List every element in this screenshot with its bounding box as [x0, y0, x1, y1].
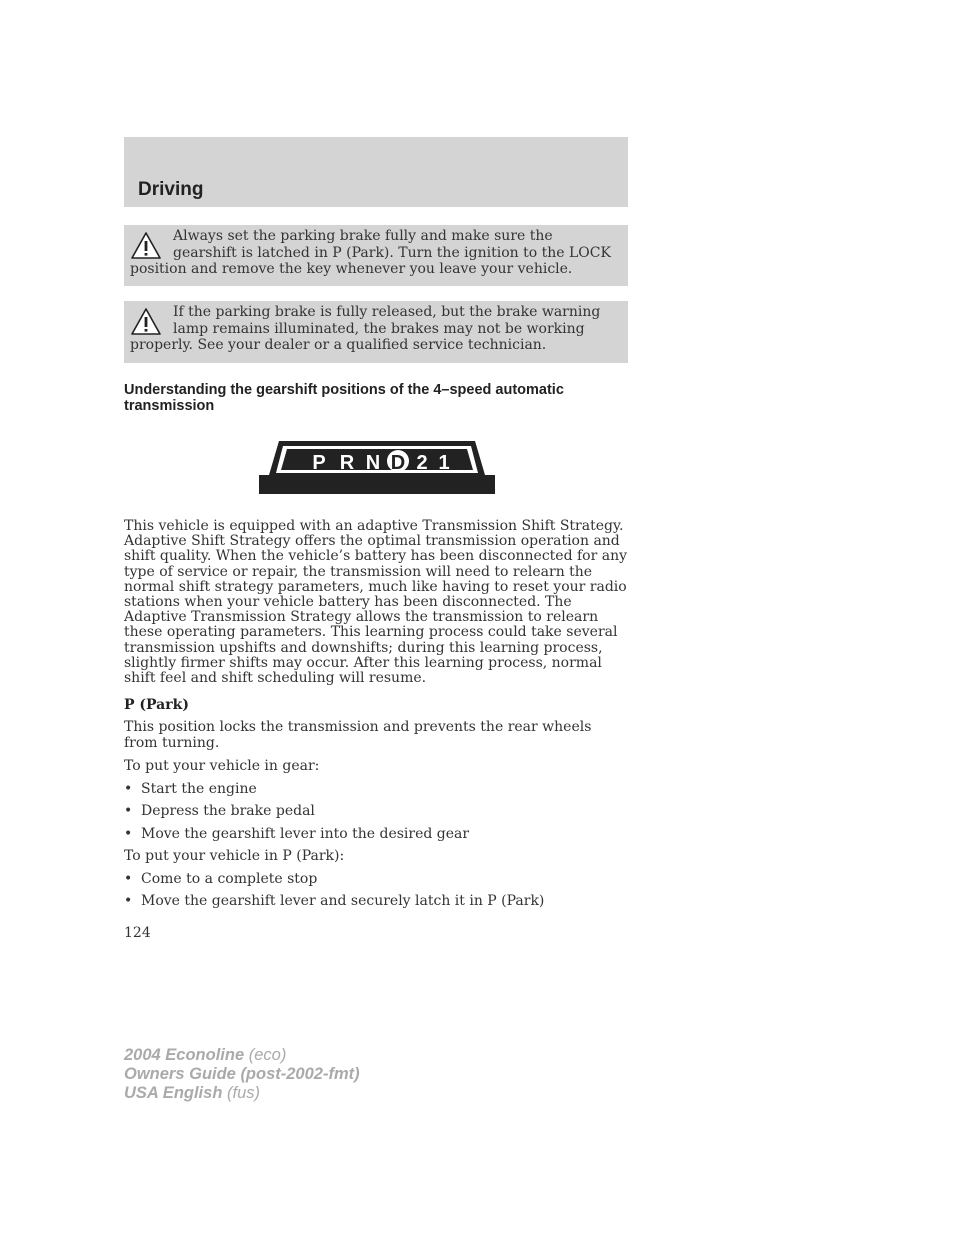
intro-paragraph: This vehicle is equipped with an adaptive Transmission Shift Strategy. Adaptive Shift Strategy offers the optimal transmission operation and shift quality. When the vehicle’s battery has been disconnected for any type of service or repair, the transmission will need to relearn the normal shift strategy parameters, much like having to reset your radio stations when your vehicle battery has been disconnected. The Adaptive Transmission Strategy allows the transmission to relearn these operating parameters. This learning process could take several transmission upshifts and downshifts; during this learning process, slightly firmer shifts may occur. After this learning process, normal shift feel and shift scheduling will resume.	[124, 518, 628, 687]
warning-triangle-icon	[130, 231, 162, 261]
list-item: • Move the gearshift lever into the desired gear	[124, 826, 470, 842]
warning-text: If the parking brake is fully released, but the brake warning lamp remains illuminated, the brakes may not be working properly. See your dealer or a qualified service technician.	[130, 304, 601, 353]
list-item: • Move the gearshift lever and securely latch it in P (Park)	[124, 893, 545, 909]
page-number: 124	[124, 925, 151, 941]
gear-intro-text: To put your vehicle in gear:	[124, 758, 320, 774]
park-description: This position locks the transmission and prevents the rear wheels from turning.	[124, 719, 592, 751]
gear-position-1: 1	[438, 452, 450, 474]
gearshift-subheading: Understanding the gearshift positions of the 4–speed automatic transmission	[124, 382, 564, 414]
gear-position-n: N	[365, 452, 381, 474]
warning-box-brake-lamp	[124, 301, 628, 363]
gear-position-2: 2	[416, 452, 428, 474]
section-title: Driving	[138, 179, 204, 200]
list-item: • Depress the brake pedal	[124, 803, 315, 819]
gear-indicator-figure	[259, 439, 495, 495]
section-header-band	[124, 137, 628, 207]
warning-text: Always set the parking brake fully and make sure the gearshift is latched in P (Park). Turn the ignition to the LOCK position and remove the key whenever you leave your vehicle.	[130, 228, 611, 277]
gear-position-p: P	[312, 452, 326, 474]
warning-triangle-icon	[130, 307, 162, 337]
list-item: • Start the engine	[124, 781, 257, 797]
park-intro-text: To put your vehicle in P (Park):	[124, 848, 345, 864]
warning-box-parking-brake	[124, 225, 628, 286]
document-footer: 2004 Econoline (eco) Owners Guide (post-2002-fmt) USA English (fus)	[124, 1046, 360, 1102]
list-item: • Come to a complete stop	[124, 871, 318, 887]
gear-position-r: R	[339, 452, 355, 474]
gear-position-d: D	[390, 452, 406, 474]
park-heading: P (Park)	[124, 697, 189, 713]
